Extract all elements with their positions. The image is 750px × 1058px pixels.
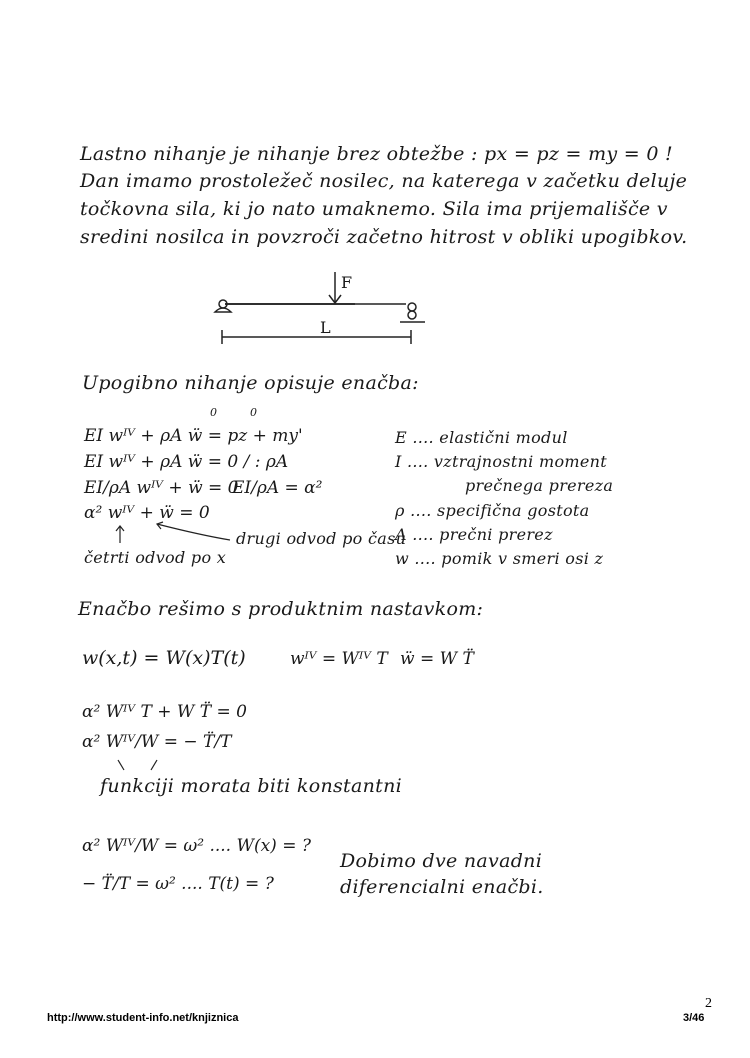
alpha-definition: EI/ρA = α² bbox=[232, 478, 323, 498]
force-label: F bbox=[341, 273, 353, 292]
equation-line: EI wᴵⱽ + ρA ẅ = 0 / : ρA bbox=[84, 452, 289, 472]
equation-line: α² Wᴵⱽ/W = − T̈/T bbox=[82, 732, 232, 752]
ansatz-equation: w(x,t) = W(x)T(t) bbox=[82, 647, 246, 669]
section-heading: Enačbo rešimo s produktnim nastavkom: bbox=[78, 598, 484, 620]
derivative-x: wᴵⱽ = Wᴵⱽ T bbox=[290, 649, 388, 669]
legend-item: prečnega prereza bbox=[465, 476, 614, 495]
footer-url[interactable]: http://www.student-info.net/knjiznica bbox=[47, 1012, 239, 1024]
page-number: 2 bbox=[705, 996, 712, 1011]
legend-item: I .... vztrajnostni moment bbox=[395, 452, 607, 471]
zero-mark: 0 bbox=[250, 406, 257, 419]
length-label: L bbox=[320, 318, 331, 337]
equation-line: α² wᴵⱽ + ẅ = 0 bbox=[84, 503, 210, 523]
intro-line: točkovna sila, ki jo nato umaknemo. Sila ima prijemališče v bbox=[80, 198, 668, 220]
zero-mark: 0 bbox=[210, 406, 217, 419]
page-count: 3/46 bbox=[683, 1012, 705, 1024]
equation-line: − T̈/T = ω² .... T(t) = ? bbox=[82, 874, 274, 894]
equation-line: α² Wᴵⱽ T + W T̈ = 0 bbox=[82, 702, 248, 722]
legend-item: ρ .... specifična gostota bbox=[395, 501, 590, 520]
intro-line: Dan imamo prostoležeč nosilec, na katerega v začetku deluje bbox=[80, 170, 688, 192]
note-x-derivative: četrti odvod po x bbox=[84, 548, 227, 567]
intro-line: Lastno nihanje je nihanje brez obtežbe : px = pz = my = 0 ! bbox=[80, 143, 673, 165]
equation-line: EI/ρA wᴵⱽ + ẅ = 0 bbox=[84, 478, 239, 498]
intro-line: sredini nosilca in povzroči začetno hitrost v obliki upogibkov. bbox=[80, 226, 688, 248]
note-time-derivative: drugi odvod po času bbox=[236, 529, 407, 548]
constant-note: funkciji morata biti konstantni bbox=[100, 775, 402, 797]
equation-line: EI wᴵⱽ + ρA ẅ = pz + my' bbox=[84, 426, 303, 446]
legend-item: E .... elastični modul bbox=[395, 428, 568, 447]
legend-item: w .... pomik v smeri osi z bbox=[395, 549, 604, 568]
conclusion-line: Dobimo dve navadni bbox=[340, 850, 543, 872]
derivative-t: ẅ = W T̈ bbox=[400, 649, 474, 669]
legend-item: A .... prečni prerez bbox=[395, 525, 553, 544]
conclusion-line: diferencialni enačbi. bbox=[340, 876, 544, 898]
equation-line: α² Wᴵⱽ/W = ω² .... W(x) = ? bbox=[82, 836, 311, 856]
section-heading: Upogibno nihanje opisuje enačba: bbox=[82, 372, 419, 394]
